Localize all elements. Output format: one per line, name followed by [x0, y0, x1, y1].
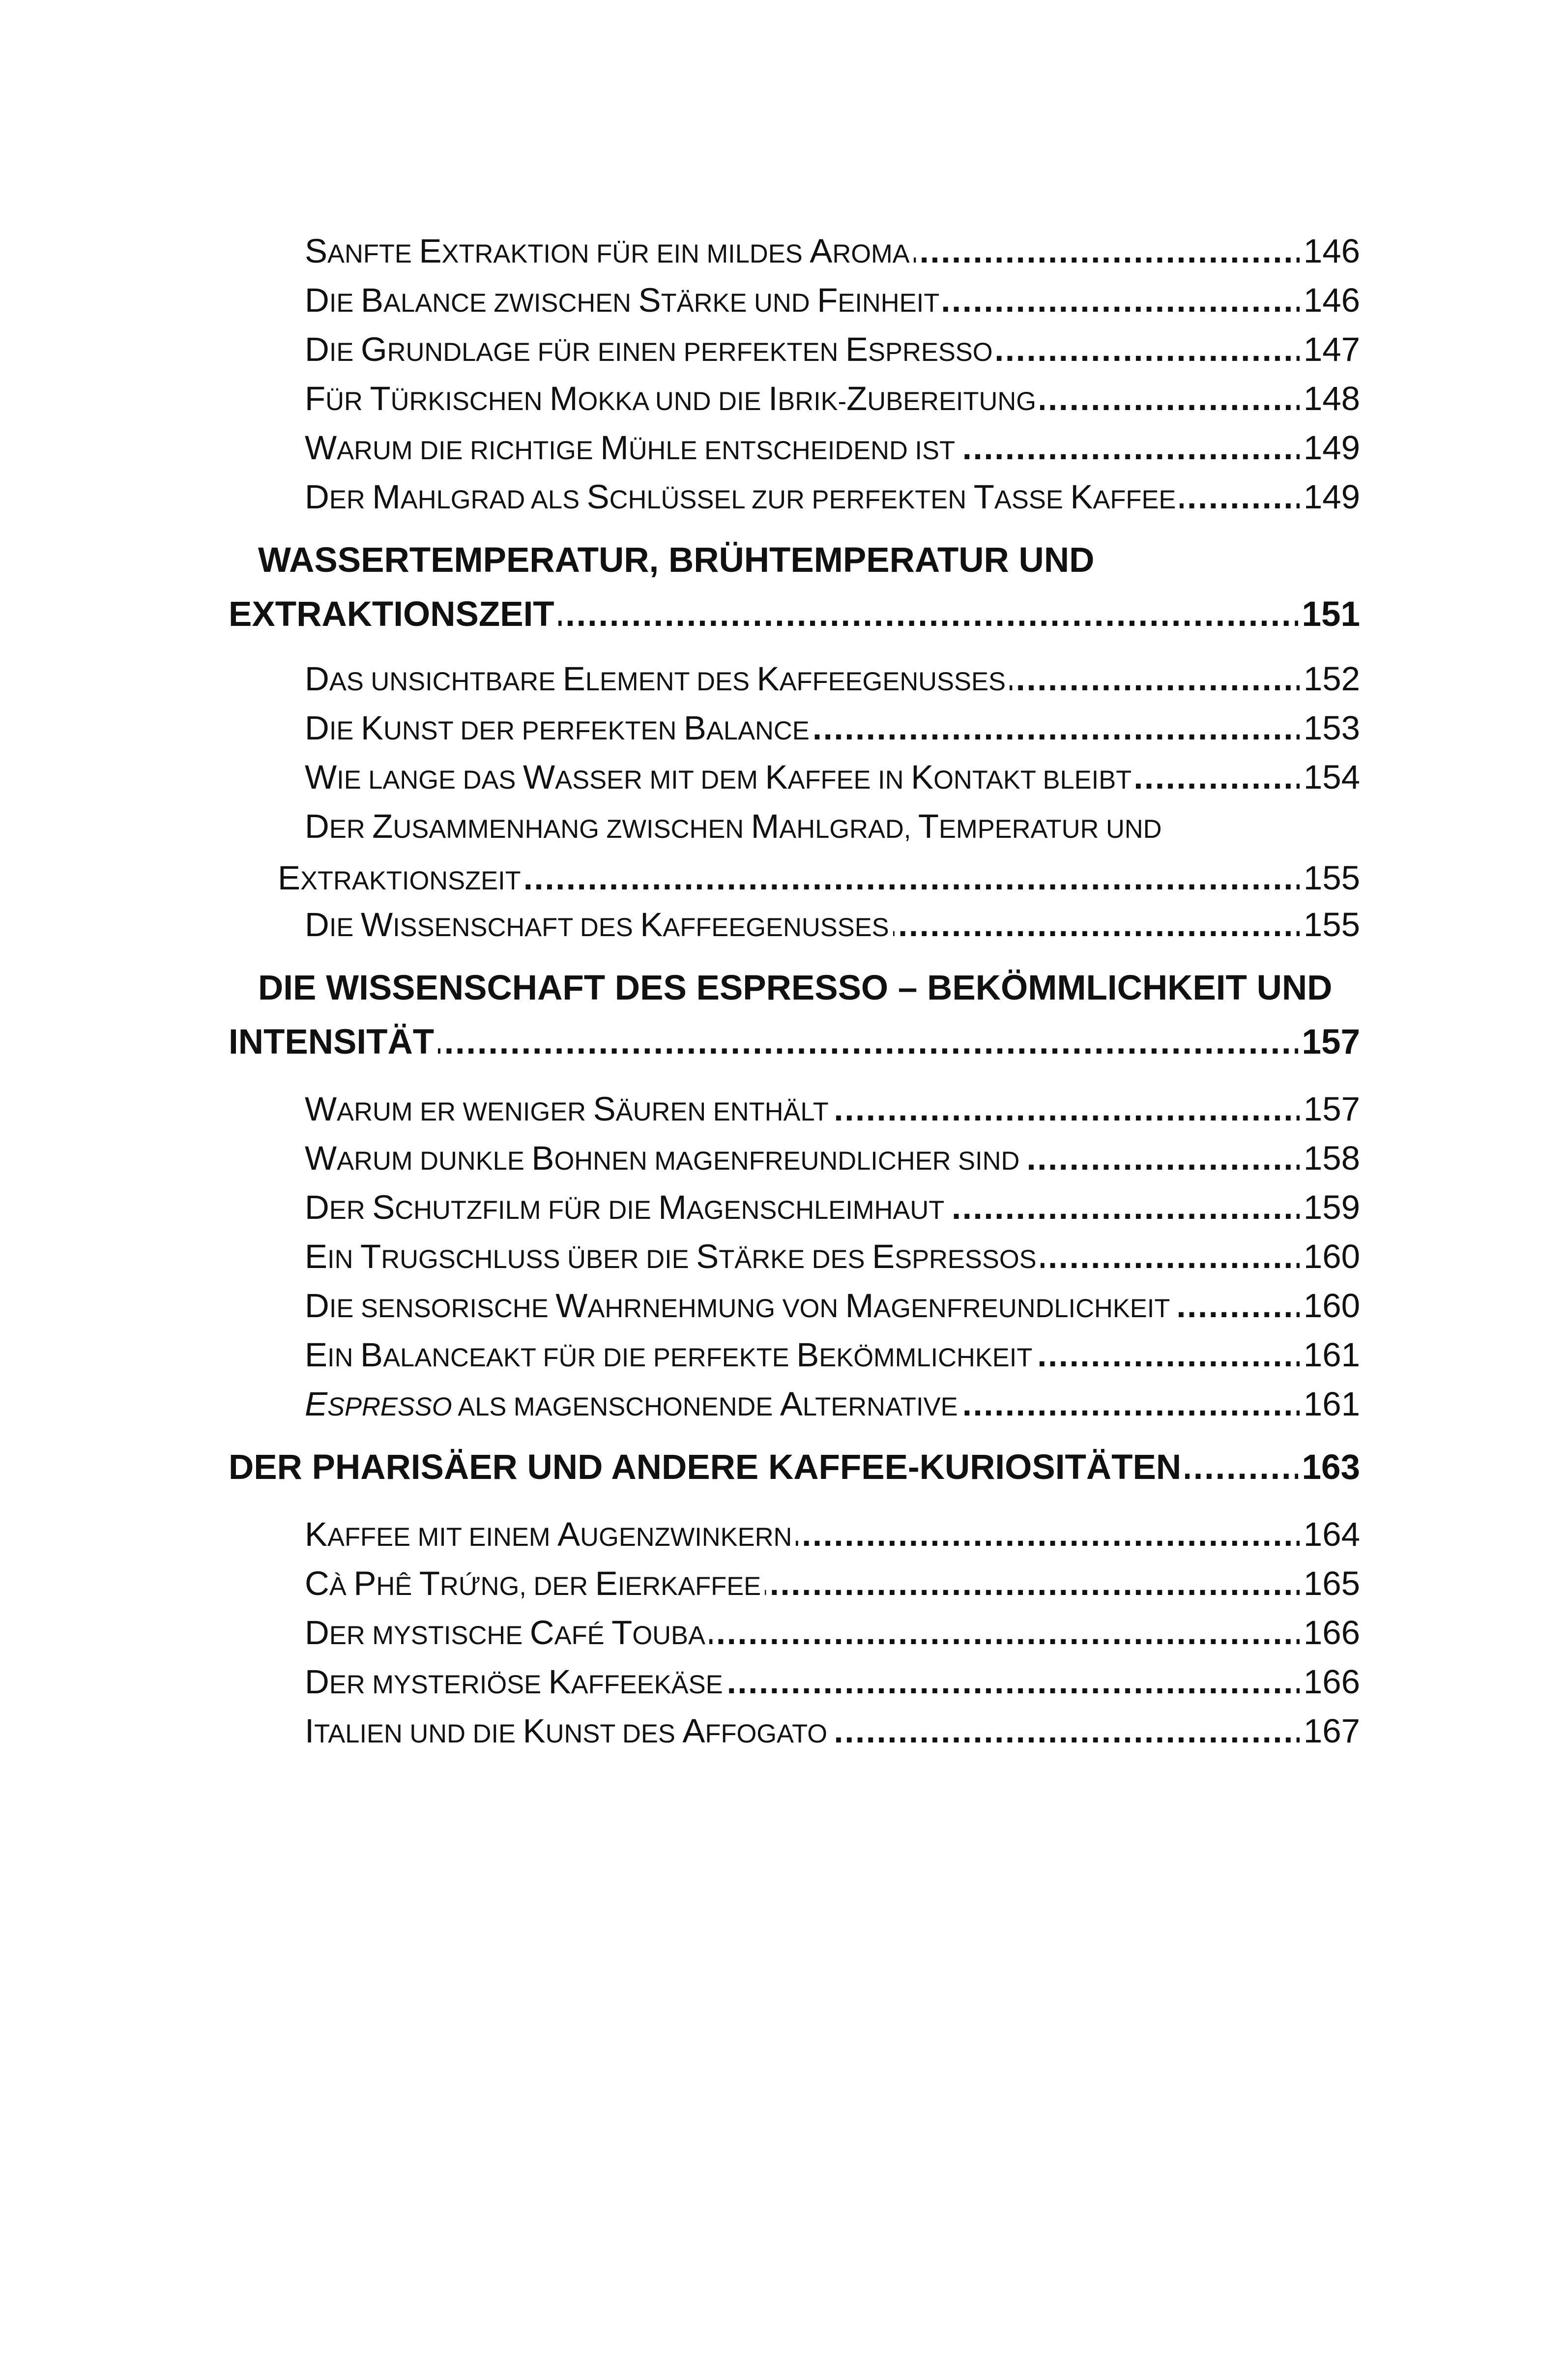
section-heading-line: WASSERTEMPERATUR, BRÜHTEMPERATUR UND — [258, 541, 1095, 580]
toc-page-number: 167 — [1303, 1712, 1360, 1750]
toc-entry[interactable] — [305, 1074, 1360, 1128]
dot-leader — [438, 1027, 1298, 1062]
toc-entry[interactable] — [229, 580, 1360, 634]
toc-entry[interactable] — [278, 843, 1360, 897]
toc-entry-title: FÜR TÜRKISCHEN MOKKA UND DIE IBRIK-ZUBEREITUNG — [305, 380, 1037, 417]
toc-entry[interactable] — [305, 890, 1360, 944]
toc-entry[interactable] — [305, 1647, 1360, 1701]
toc-entry-title: DIE SENSORISCHE WAHRNEHMUNG VON MAGENFREUNDLICHKEIT — [305, 1287, 1170, 1325]
toc-entry-title: EXTRAKTIONSZEIT — [278, 859, 521, 897]
toc-page-number: 155 — [1303, 859, 1360, 897]
toc-entry-title: DER SCHUTZFILM FÜR DIE MAGENSCHLEIMHAUT — [305, 1188, 945, 1226]
toc-entry-title: EIN TRUGSCHLUSS ÜBER DIE STÄRKE DES ESPRESSOS — [305, 1238, 1037, 1275]
toc-page-number: 146 — [1303, 232, 1360, 270]
toc-entry[interactable] — [305, 1320, 1360, 1374]
toc-entry-title: EXTRAKTIONSZEIT — [229, 595, 554, 634]
section-heading-line: DIE WISSENSCHAFT DES ESPRESSO – BEKÖMMLICHKEIT UND — [258, 969, 1333, 1007]
toc-entry[interactable] — [229, 1008, 1360, 1062]
toc-entry-title: SANFTE EXTRAKTION FÜR EIN MILDES AROMA — [305, 232, 910, 270]
toc-page-number: 152 — [1303, 660, 1360, 698]
toc-entry[interactable] — [305, 693, 1360, 747]
toc-page-number: 151 — [1302, 595, 1360, 634]
toc-page-number: 163 — [1302, 1448, 1360, 1487]
toc-entry[interactable] — [305, 1549, 1360, 1603]
toc-entry-title: WARUM ER WENIGER SÄUREN ENTHÄLT — [305, 1090, 829, 1128]
toc-page-number: 146 — [1303, 281, 1360, 319]
toc-entry-title: DER MAHLGRAD ALS SCHLÜSSEL ZUR PERFEKTEN TASSE KAFFEE — [305, 478, 1176, 516]
toc-page-number: 147 — [1303, 330, 1360, 368]
toc-entry-title: DIE GRUNDLAGE FÜR EINEN PERFEKTEN ESPRESSO — [305, 330, 993, 368]
toc-entry[interactable] — [305, 1500, 1360, 1554]
toc-page-number: 160 — [1303, 1238, 1360, 1275]
toc-entry[interactable] — [305, 1369, 1360, 1423]
toc-entry-title-line: DER ZUSAMMENHANG ZWISCHEN MAHLGRAD, TEMPERATUR UND — [305, 807, 1162, 845]
toc-page-number: 154 — [1303, 758, 1360, 796]
toc-entry[interactable] — [305, 644, 1360, 698]
toc-page-number: 159 — [1303, 1188, 1360, 1226]
toc-page-number: 148 — [1303, 380, 1360, 417]
toc-entry-title: CÀ PHÊ TRỨNG, DER EIERKAFFEE — [305, 1564, 761, 1602]
toc-page-number: 149 — [1303, 429, 1360, 467]
toc-page-number: 149 — [1303, 478, 1360, 516]
toc-entry[interactable] — [305, 1222, 1360, 1276]
dot-leader — [1180, 482, 1299, 516]
toc-entry[interactable] — [305, 216, 1360, 270]
toc-page-number: 165 — [1303, 1564, 1360, 1602]
toc-entry[interactable] — [305, 1696, 1360, 1750]
dot-leader — [893, 910, 1300, 944]
toc-entry-title: INTENSITÄT — [229, 1023, 435, 1062]
toc-entry-title: DIE KUNST DER PERFEKTEN BALANCE — [305, 709, 810, 747]
toc-entry[interactable] — [305, 266, 1360, 320]
toc-entry[interactable] — [305, 413, 1360, 467]
toc-entry[interactable] — [305, 462, 1360, 516]
toc-page-number: 161 — [1303, 1385, 1360, 1423]
toc-entry-title: DAS UNSICHTBARE ELEMENT DES KAFFEEGENUSSES — [305, 660, 1006, 698]
toc-entry-title: KAFFEE MIT EINEM AUGENZWINKERN — [305, 1515, 792, 1553]
dot-leader — [962, 1389, 1300, 1423]
toc-entry[interactable] — [229, 1433, 1360, 1487]
toc-page-number: 161 — [1303, 1336, 1360, 1374]
toc-entry-title: WARUM DUNKLE BOHNEN MAGENFREUNDLICHER SIND — [305, 1139, 1020, 1177]
toc-entry[interactable] — [305, 1598, 1360, 1652]
toc-entry-title: EIN BALANCEAKT FÜR DIE PERFEKTE BEKÖMMLICHKEIT — [305, 1336, 1033, 1374]
toc-entry-title: DER MYSTISCHE CAFÉ TOUBA — [305, 1614, 705, 1652]
toc-entry[interactable] — [305, 364, 1360, 418]
toc-page-number: 157 — [1303, 1090, 1360, 1128]
toc-entry-title: DER PHARISÄER UND ANDERE KAFFEE-KURIOSITÄTEN — [229, 1448, 1182, 1487]
toc-page-number: 164 — [1303, 1515, 1360, 1553]
toc-page-number: 166 — [1303, 1614, 1360, 1652]
toc-entry-title: WIE LANGE DAS WASSER MIT DEM KAFFEE IN KONTAKT BLEIBT — [305, 758, 1132, 796]
dot-leader — [1185, 1452, 1298, 1487]
dot-leader — [831, 1716, 1300, 1750]
toc-entry-title: ESPRESSO ALS MAGENSCHONENDE ALTERNATIVE — [305, 1385, 958, 1423]
toc-page-number: 153 — [1303, 709, 1360, 747]
toc-entry-title: WARUM DIE RICHTIGE MÜHLE ENTSCHEIDEND IST — [305, 429, 955, 467]
toc-entry[interactable] — [305, 1173, 1360, 1227]
toc-page-number: 157 — [1302, 1023, 1360, 1062]
toc-page-number: 158 — [1303, 1139, 1360, 1177]
toc-entry-title: DIE WISSENSCHAFT DES KAFFEEGENUSSES — [305, 906, 889, 944]
toc-page-number: 166 — [1303, 1663, 1360, 1701]
toc-entry[interactable] — [305, 315, 1360, 369]
toc-entry[interactable] — [305, 1123, 1360, 1178]
toc-entry[interactable] — [305, 1271, 1360, 1325]
dot-leader — [558, 599, 1298, 634]
toc-page-number: 160 — [1303, 1287, 1360, 1325]
toc-entry[interactable] — [305, 742, 1360, 796]
toc-entry-title: DER MYSTERIÖSE KAFFEEKÄSE — [305, 1663, 723, 1701]
toc-entry-title: DIE BALANCE ZWISCHEN STÄRKE UND FEINHEIT — [305, 281, 940, 319]
toc-entry-title: ITALIEN UND DIE KUNST DES AFFOGATO — [305, 1712, 828, 1750]
toc-page-number: 155 — [1303, 906, 1360, 944]
